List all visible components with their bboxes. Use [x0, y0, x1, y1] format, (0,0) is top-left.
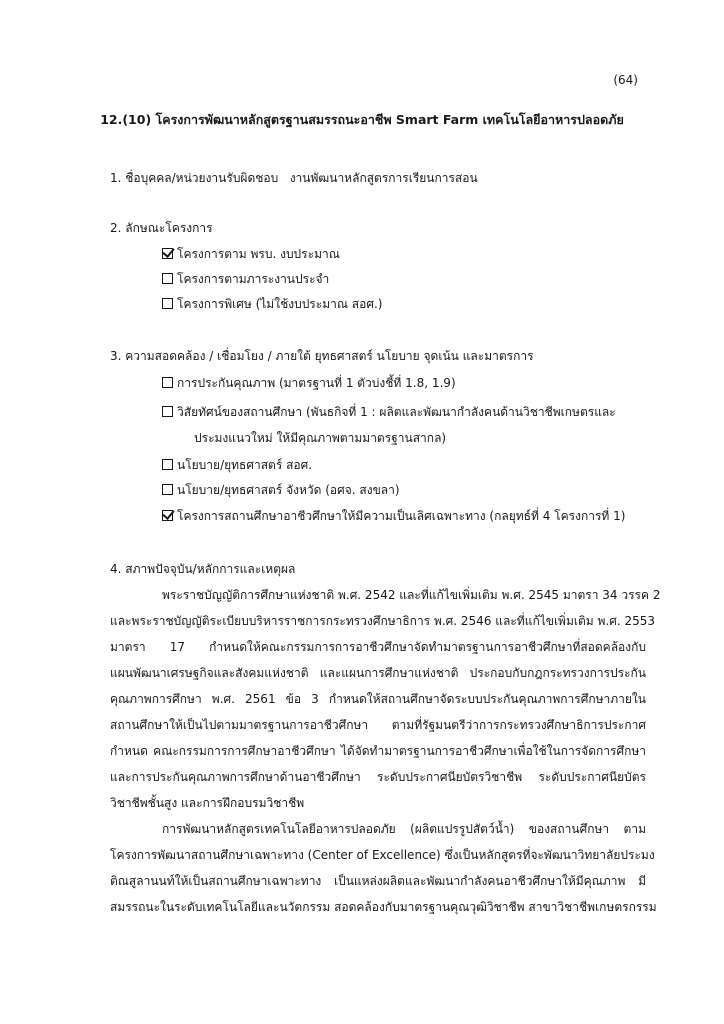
option-routine-project[interactable] [162, 273, 329, 285]
paragraph-1-line: กำหนด คณะกรรมการการศึกษาอาชีวศึกษา ได้จัดทำมาตรฐานการอาชีวศึกษาเพื่อใช้ในการจัดการศึกษา [110, 744, 646, 758]
checked-box-icon[interactable] [162, 510, 173, 521]
option-label: โครงการสถานศึกษาอาชีวศึกษาให้มีความเป็นเลิศเฉพาะทาง (กลยุทธ์ที่ 4 โครงการที่ 1) [177, 509, 626, 523]
paragraph-2-line: โครงการพัฒนาสถานศึกษาเฉพาะทาง (Center of Excellence) ซึ่งเป็นหลักสูตรที่จะพัฒนาวิทยาลัยประมง [110, 848, 655, 862]
option-label: โครงการพิเศษ (ไม่ใช้งบประมาณ สอศ.) [177, 297, 383, 311]
paragraph-1-line: มาตรา 17 กำหนดให้คณะกรรมการการอาชีวศึกษาจัดทำมาตรฐานการอาชีวศึกษาที่สอดคล้องกับ [110, 640, 646, 654]
checkbox-icon[interactable] [162, 406, 173, 417]
option-excellence-project[interactable] [162, 510, 625, 522]
paragraph-2-line: ติณสูลานนท์ให้เป็นสถานศึกษาเฉพาะทาง เป็นแหล่งผลิตและพัฒนากำลังคนอาชีวศึกษาให้มีคุณภาพ มี [110, 874, 646, 888]
checkbox-icon[interactable] [162, 484, 173, 495]
option-label: การประกันคุณภาพ (มาตรฐานที่ 1 ตัวบ่งชี้ที่ 1.8, 1.9) [177, 376, 456, 390]
section-4-heading: 4. สภาพปัจจุบัน/หลักการและเหตุผล [110, 562, 296, 576]
section-1-value: งานพัฒนาหลักสูตรการเรียนการสอน [289, 171, 478, 185]
paragraph-2-line: สมรรถนะในระดับเทคโนโลยีและนวัตกรรม สอดคล้องกับมาตรฐานคุณวุฒิวิชาชีพ สาขาวิชาชีพเกษตรกรรม [110, 900, 657, 914]
paragraph-1-line: และการประกันคุณภาพการศึกษาด้านอาชีวศึกษา ระดับประกาศนียบัตรวิชาชีพ ระดับประกาศนียบัตร [110, 770, 646, 784]
option-special-project[interactable] [162, 298, 382, 310]
paragraph-2-line: การพัฒนาหลักสูตรเทคโนโลยีอาหารปลอดภัย (ผลิตแปรรูปสัตว์น้ำ) ของสถานศึกษา ตาม [162, 822, 646, 836]
checkbox-icon[interactable] [162, 377, 173, 388]
paragraph-1-line: และพระราชบัญญัติระเบียบบริหารราชการกระทรวงศึกษาธิการ พ.ศ. 2546 และที่แก้ไขเพิ่มเติม พ.ศ. 2553 [110, 614, 655, 628]
option-vision-continuation: ประมงแนวใหม่ ให้มีคุณภาพตามมาตรฐานสากล) [194, 431, 447, 445]
section-3-heading: 3. ความสอดคล้อง / เชื่อมโยง / ภายใต้ ยุทธศาสตร์ นโยบาย จุดเน้น และมาตรการ [110, 349, 534, 363]
paragraph-1-line: แผนพัฒนาเศรษฐกิจและสังคมแห่งชาติ และแผนการศึกษาแห่งชาติ ประกอบกับกฎกระทรวงการประกัน [110, 666, 646, 680]
paragraph-1-line: พระราชบัญญัติการศึกษาแห่งชาติ พ.ศ. 2542 และที่แก้ไขเพิ่มเติม พ.ศ. 2545 มาตรา 34 วรรค 2 [162, 588, 661, 602]
option-label: นโยบาย/ยุทธศาสตร์ จังหวัด (อศจ. สงขลา) [177, 483, 400, 497]
section-2-heading: 2. ลักษณะโครงการ [110, 221, 213, 235]
page-number: (64) [613, 73, 638, 87]
option-label: นโยบาย/ยุทธศาสตร์ สอศ. [177, 458, 313, 472]
paragraph-1-line: คุณภาพการศึกษา พ.ศ. 2561 ข้อ 3 กำหนดให้สถานศึกษาจัดระบบประกันคุณภาพการศึกษาภายใน [110, 692, 646, 706]
section-1-label: 1. ชื่อบุคคล/หน่วยงานรับผิดชอบ [110, 171, 279, 185]
option-vision[interactable] [162, 406, 616, 418]
option-vec-policy[interactable] [162, 459, 312, 471]
option-label: โครงการตามภาระงานประจำ [177, 272, 330, 286]
checked-box-icon[interactable] [162, 248, 173, 259]
option-label: โครงการตาม พรบ. งบประมาณ [177, 247, 340, 261]
paragraph-1-line: วิชาชีพชั้นสูง และการฝึกอบรมวิชาชีพ [110, 796, 305, 810]
checkbox-icon[interactable] [162, 298, 173, 309]
option-province-policy[interactable] [162, 484, 400, 496]
page-title: 12.(10) โครงการพัฒนาหลักสูตรฐานสมรรถนะอาชีพ Smart Farm เทคโนโลยีอาหารปลอดภัย [100, 112, 624, 127]
section-1 [110, 172, 478, 184]
checkbox-icon[interactable] [162, 459, 173, 470]
paragraph-1-line: สถานศึกษาให้เป็นไปตามมาตรฐานการอาชีวศึกษา ตามที่รัฐมนตรีว่าการกระทรวงศึกษาธิการประกาศ [110, 718, 646, 732]
option-quality-assurance[interactable] [162, 377, 456, 389]
option-label: วิสัยทัศน์ของสถานศึกษา (พันธกิจที่ 1 : ผลิตและพัฒนากำลังคนด้านวิชาชีพเกษตรและ [177, 405, 616, 419]
option-budget-project[interactable] [162, 248, 340, 260]
checkbox-icon[interactable] [162, 273, 173, 284]
